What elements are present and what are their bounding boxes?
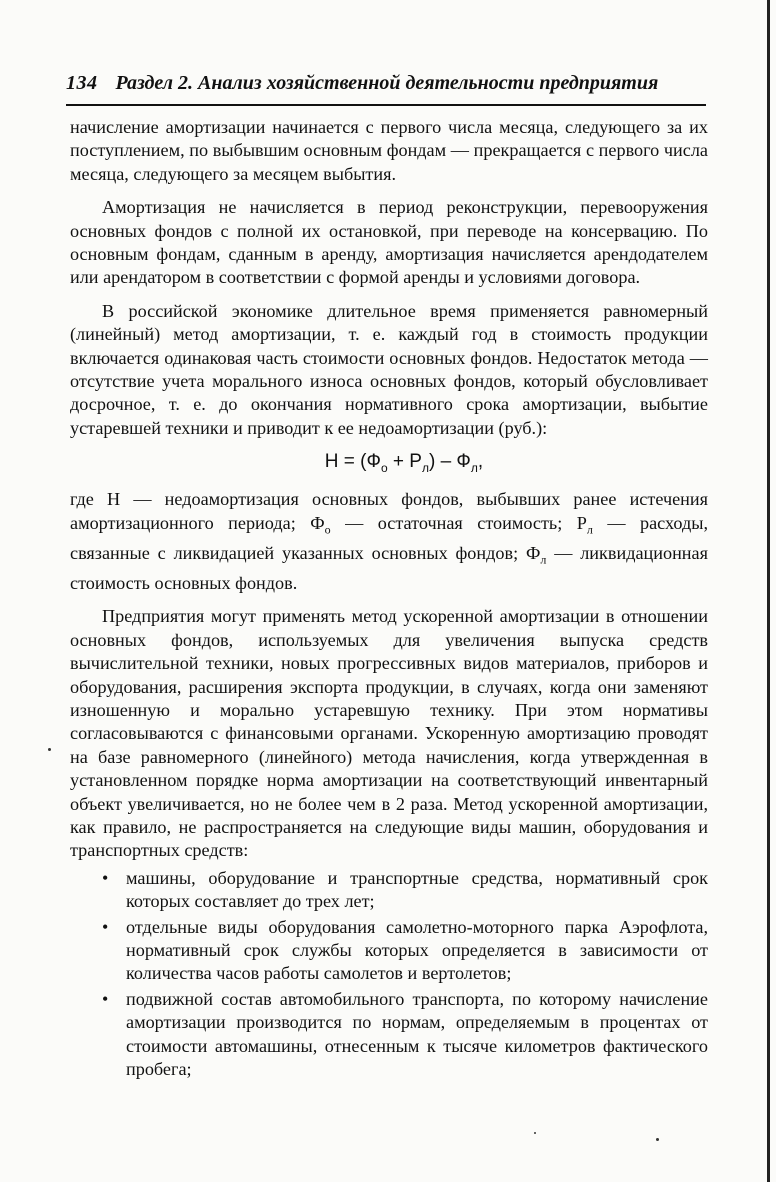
legend-text-4: — ликвидационная стоимость основных фондов. xyxy=(70,542,708,593)
legend-sub-1: о xyxy=(324,522,331,537)
formula-end: , xyxy=(477,451,484,473)
page-body xyxy=(70,116,708,1084)
legend-text-2: — остаточная стоимость; Р xyxy=(330,512,587,533)
legend-sub-3: л xyxy=(540,552,547,567)
formula xyxy=(100,450,708,480)
formula-sub-o: о xyxy=(380,461,388,476)
formula-sub-l1: л xyxy=(421,461,429,476)
scan-speck xyxy=(534,1132,536,1134)
list-item xyxy=(70,988,708,1082)
legend-sub-2: л xyxy=(586,522,593,537)
list-item-text: машины, оборудование и транспортные средства, нормативный срок которых составляет до трех лет; xyxy=(126,867,708,912)
paragraph-5: Предприятия могут применять метод ускоренной амортизации в отношении основных фондов, используемых для увеличения выпуска средств вычислительной техники, новых прогрессивных видов материалов, приборов и оборудования, расширения экспорта продукции, в случаях, когда они заменяют изношенную и морально устаревшую технику. При этом нормативы согласовываются с финансовыми органами. Ускоренную амортизацию проводят на базе равномерного (линейного) метода начисления, когда утвержденная в установленном порядке норма амортизации на соответствующий инвентарный объект увеличивается, но не более чем в 2 раза. Метод ускоренной амортизации, как правило, не распространяется на следующие виды машин, оборудования и транспортных средств: xyxy=(70,606,708,861)
list-item xyxy=(70,867,708,914)
paragraph-3: В российской экономике длительное время применяется равномерный (линейный) метод амортизации, т. е. каждый год в стоимость продукции включается одинаковая часть стоимости основных фондов. Недостаток метода — отсутствие учета морального износа основных фондов, который обусловливает досрочное, т. е. до окончания нормативного срока амортизации, выбытие устаревшей техники и приводит к ее недоамортизации (руб.): xyxy=(70,300,708,438)
legend-text-1: где Н — недоамортизация основных фондов, выбывших ранее истечения амортизационного периода; Ф xyxy=(70,489,708,533)
bullet-icon: • xyxy=(102,988,109,1009)
bullet-icon: • xyxy=(102,916,109,937)
legend-text-3: — расходы, связанные с ликвидацией указанных основных фондов; Ф xyxy=(70,512,709,563)
list-item-text: отдельные виды оборудования самолетно-моторного парка Аэрофлота, нормативный срок службы которых определяется в зависимости от количества часов работы самолетов и вертолетов; xyxy=(126,916,708,984)
bullet-icon: • xyxy=(102,867,109,888)
scan-speck xyxy=(48,748,51,751)
formula-minus: ) – Ф xyxy=(428,451,471,473)
formula-sub-l2: л xyxy=(470,461,478,476)
formula-legend xyxy=(70,488,708,595)
list-item xyxy=(70,916,708,986)
paragraph-2: Амортизация не начисляется в период реконструкции, перевооружения основных фондов с полной их остановкой, при переводе на консервацию. По основным фондам, сданным в аренду, амортизация начисляется арендодателем или арендатором в соответствии с формой аренды и условиями договора. xyxy=(70,197,708,288)
list-item-text: подвижной состав автомобильного транспорта, по которому начисление амортизации производится по нормам, определяемым в процентах от стоимости автомашины, отнесенным к тысяче километров фактического пробега; xyxy=(126,988,708,1080)
running-header xyxy=(66,72,706,106)
bullet-list xyxy=(70,867,708,1082)
section-title: Раздел 2. Анализ хозяйственной деятельности предприятия xyxy=(115,72,659,94)
formula-plus: + Р xyxy=(387,451,422,473)
page-number: 134 xyxy=(66,72,98,94)
scan-speck xyxy=(656,1138,659,1141)
page-edge-line xyxy=(767,0,770,1182)
formula-lhs: Н = (Ф xyxy=(324,451,381,473)
paragraph-1: начисление амортизации начинается с первого числа месяца, следующего за их поступлением, по выбывшим основным фондам — прекращается с первого числа месяца, следующего за месяцем выбытия. xyxy=(70,117,708,184)
